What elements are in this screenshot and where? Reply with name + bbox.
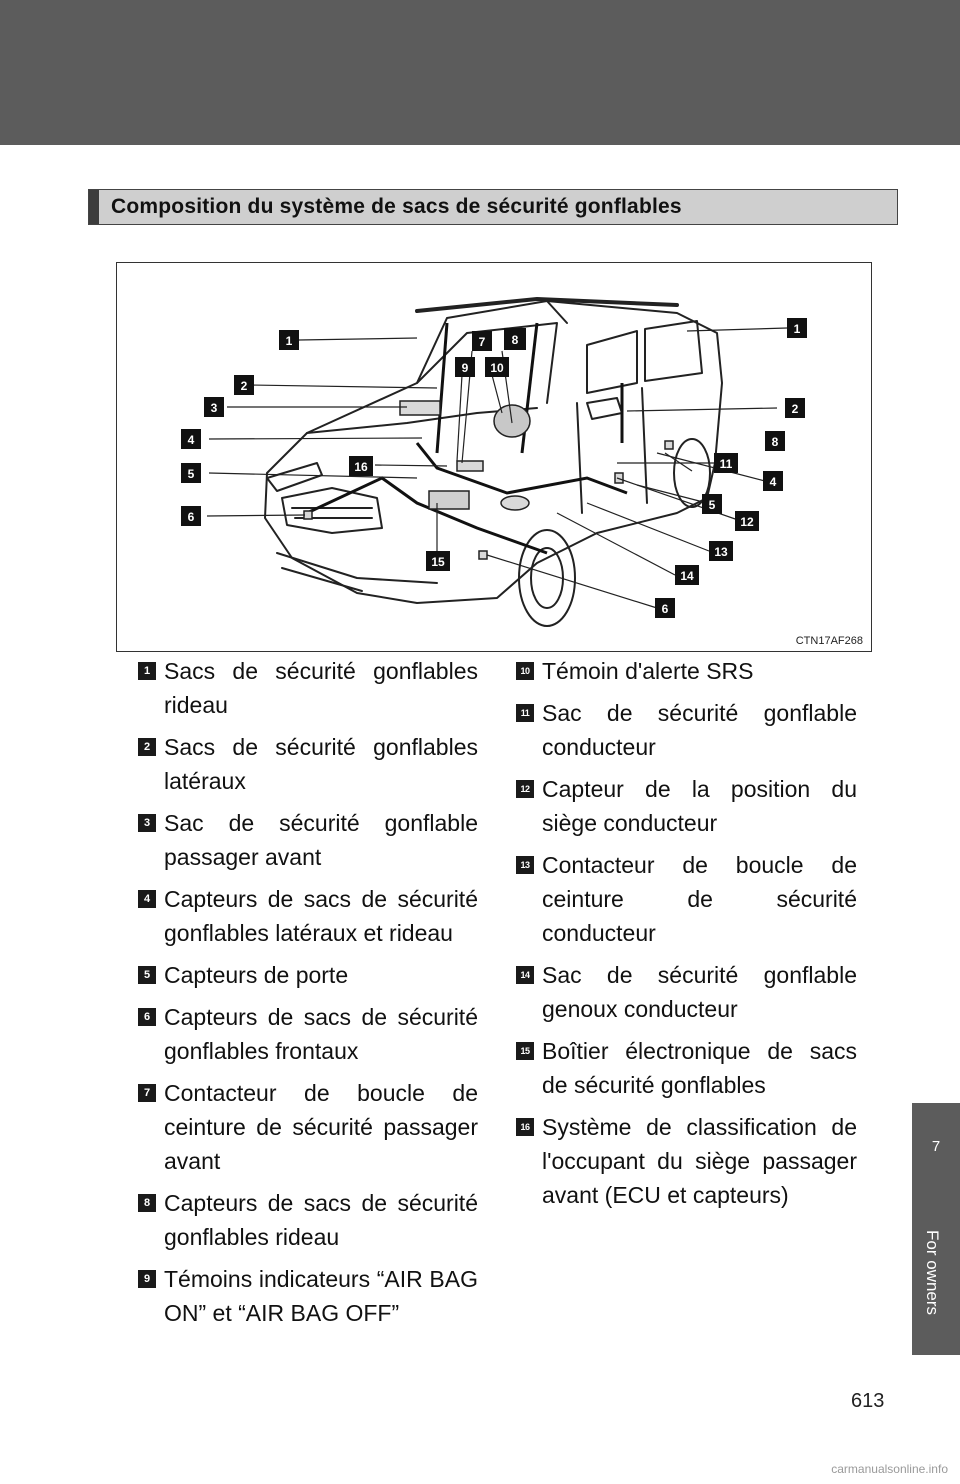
legend-item xyxy=(136,1000,478,1068)
svg-text:12: 12 xyxy=(740,515,754,529)
chapter-number: 7 xyxy=(931,1138,941,1155)
legend-item xyxy=(514,1034,857,1102)
legend-number: 16 xyxy=(516,1118,534,1136)
legend-number: 3 xyxy=(138,814,156,832)
section-header-bar xyxy=(89,190,99,224)
legend-number: 12 xyxy=(516,780,534,798)
legend-item xyxy=(514,1110,857,1212)
chapter-tab xyxy=(912,1103,960,1355)
svg-text:2: 2 xyxy=(240,379,248,393)
svg-text:16: 16 xyxy=(354,460,368,474)
legend-number: 6 xyxy=(138,1008,156,1026)
page-number: 613 xyxy=(851,1390,885,1412)
legend-right-column xyxy=(514,654,857,1220)
legend-number: 9 xyxy=(138,1270,156,1288)
legend-number: 8 xyxy=(138,1194,156,1212)
vehicle-illustration xyxy=(117,263,872,652)
legend-number: 2 xyxy=(138,738,156,756)
legend-item xyxy=(136,1076,478,1178)
svg-text:1: 1 xyxy=(285,334,293,348)
legend-number: 14 xyxy=(516,966,534,984)
svg-text:13: 13 xyxy=(714,545,728,559)
svg-text:4: 4 xyxy=(769,475,777,489)
svg-text:4: 4 xyxy=(187,433,195,447)
svg-text:6: 6 xyxy=(187,510,195,524)
svg-text:5: 5 xyxy=(708,498,716,512)
svg-text:5: 5 xyxy=(187,467,195,481)
svg-text:14: 14 xyxy=(680,569,694,583)
section-title: Composition du système de sacs de sécurité gonflables xyxy=(111,195,682,218)
legend-text: Boîtier électronique de sacs de sécurité gonflables xyxy=(542,1038,857,1098)
legend-item xyxy=(136,730,478,798)
svg-text:15: 15 xyxy=(431,555,445,569)
svg-text:8: 8 xyxy=(771,435,779,449)
chapter-label: For owners xyxy=(923,1230,942,1316)
legend-number: 4 xyxy=(138,890,156,908)
svg-text:11: 11 xyxy=(719,457,733,471)
legend-text: Capteur de la position du siège conducteur xyxy=(542,776,857,836)
svg-text:8: 8 xyxy=(511,333,519,347)
svg-text:7: 7 xyxy=(478,335,486,349)
legend-item xyxy=(136,654,478,722)
svg-text:9: 9 xyxy=(461,361,469,375)
legend-text: Contacteur de boucle de ceinture de sécurité conducteur xyxy=(542,852,857,946)
top-band xyxy=(0,0,960,145)
legend-text: Sac de sécurité gonflable genoux conducteur xyxy=(542,962,857,1022)
legend-text: Capteurs de sacs de sécurité gonflables latéraux et rideau xyxy=(164,886,478,946)
legend-text: Sacs de sécurité gonflables latéraux xyxy=(164,734,478,794)
legend-number: 15 xyxy=(516,1042,534,1060)
legend-text: Capteurs de sacs de sécurité gonflables frontaux xyxy=(164,1004,478,1064)
legend-text: Sac de sécurité gonflable passager avant xyxy=(164,810,478,870)
legend-number: 1 xyxy=(138,662,156,680)
section-header xyxy=(88,189,898,225)
legend-number: 11 xyxy=(516,704,534,722)
legend-text: Capteurs de porte xyxy=(164,962,349,988)
legend-text: Capteurs de sacs de sécurité gonflables rideau xyxy=(164,1190,478,1250)
svg-text:2: 2 xyxy=(791,402,799,416)
airbag-diagram xyxy=(116,262,872,652)
legend-item xyxy=(514,696,857,764)
legend-number: 10 xyxy=(516,662,534,680)
legend-item xyxy=(514,958,857,1026)
legend-text: Sacs de sécurité gonflables rideau xyxy=(164,658,478,718)
legend-number: 5 xyxy=(138,966,156,984)
svg-text:1: 1 xyxy=(793,322,801,336)
svg-text:10: 10 xyxy=(490,361,504,375)
legend-item xyxy=(136,882,478,950)
legend-number: 7 xyxy=(138,1084,156,1102)
legend-item xyxy=(136,958,478,992)
legend-item xyxy=(514,772,857,840)
figure-code: CTN17AF268 xyxy=(795,635,863,647)
legend-item xyxy=(136,1262,478,1330)
legend-text: Sac de sécurité gonflable conducteur xyxy=(542,700,857,760)
legend-item xyxy=(514,848,857,950)
legend-number: 13 xyxy=(516,856,534,874)
svg-text:3: 3 xyxy=(210,401,218,415)
legend-item xyxy=(136,806,478,874)
legend-item xyxy=(514,654,857,688)
legend-left-column xyxy=(136,654,478,1338)
legend-text: Contacteur de boucle de ceinture de sécurité passager avant xyxy=(164,1080,478,1174)
legend-text: Système de classification de l'occupant du siège passager avant (ECU et capteurs) xyxy=(542,1114,857,1208)
legend-text: Témoin d'alerte SRS xyxy=(542,658,754,684)
svg-text:6: 6 xyxy=(661,602,669,616)
watermark: carmanualsonline.info xyxy=(831,1462,948,1476)
legend-item xyxy=(136,1186,478,1254)
legend-text: Témoins indicateurs “AIR BAG ON” et “AIR BAG OFF” xyxy=(164,1266,478,1326)
